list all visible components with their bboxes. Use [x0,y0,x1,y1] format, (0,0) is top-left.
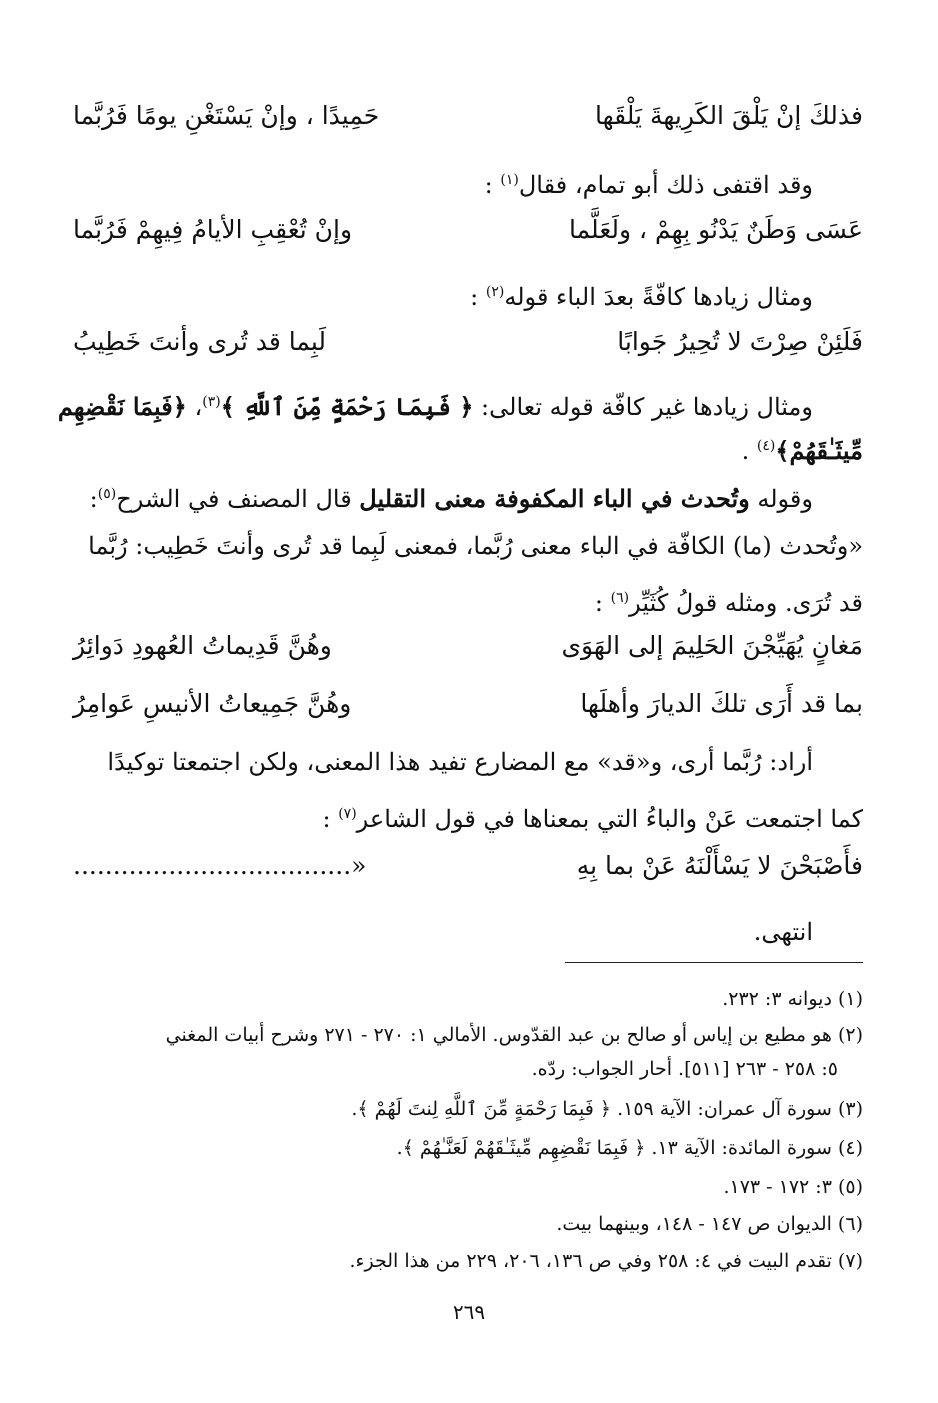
quran-quote: ﴿فَبِمَا نَقْضِهِم [57,392,187,421]
text-line: وقد اقتفى ذلك أبو تمام، فقال$^{(١)}$ : [484,171,813,199]
verse-hemistich-first: مَغانٍ يُهَيِّجْنَ الحَلِيمَ إلى الهَوَى [561,631,863,660]
verse-line [73,684,863,724]
footnote: (٣) سورة آل عمران: الآية ١٥٩. ﴿ فَبِمَا رَحْمَةٍ مِّنَ ٱللَّهِ لِنتَ لَهُمْ ﴾. [351,1098,863,1120]
footnote-marker: (٣) [202,394,221,410]
verse-hemistich-first: فَلَئِنْ صِرْتَ لا تُحِيرُ جَوابًا [617,327,863,356]
text-line: «وتُحدث (ما) الكافّة في الباء معنى رُبَّما، فمعنى لَبِما قد تُرى وأنتَ خَطِيب: رُبَّما [88,532,863,560]
text-line: مِّيثَـٰقَهُمْ﴾$^{(٤)}$ . [741,436,863,465]
text-line: وقوله وتُحدث في الباء المكفوفة معنى التقليل قال المصنف في الشرح$^{(٥)}$: [89,484,813,513]
text-line: ومثال زيادها غير كافّة قوله تعالى: ﴿ فَبِمَا رَحْمَةٍ مِّنَ ٱللَّهِ ﴾$^{(٣)}$، ﴿فَبِمَا نَقْضِهِم [57,392,813,421]
text-line: كما اجتمعت عَنْ والباءُ التي بمعناها في قول الشاعر$^{(٧)}$ : [322,805,863,833]
bold-phrase: وتُحدث في الباء المكفوفة معنى التقليل [359,484,750,513]
verse-hemistich-second: ...................................» [73,851,367,880]
verse-line [73,846,863,886]
text-line: ومثال زيادها كافّةً بعدَ الباء قوله$^{(٢)}$ : [470,283,813,311]
footnote: (١) ديوانه ٣: ٢٣٢. [722,988,863,1010]
verse-hemistich-second: وهُنَّ جَمِيعاتُ الأنيسِ عَوامِرُ [73,689,352,718]
verse-hemistich-second: وهُنَّ قَدِيماتُ العُهودِ دَوائِرُ [73,631,332,660]
verse-line [73,96,863,136]
footnote-marker: (١) [500,172,519,188]
footnote: (٥) ٣: ١٧٢ - ١٧٣. [723,1176,863,1198]
verse-line [73,626,863,666]
verse-hemistich-first: فذلكَ إنْ يَلْقَ الكَرِيهةَ يَلْقَها [594,101,863,130]
verse-hemistich-second: وإنْ تُعْقِبِ الأيامُ فِيهِمْ فَرُبَّما [73,215,353,244]
verse-hemistich-second: لَبِما قد تُرى وأنتَ خَطِيبُ [73,327,326,356]
verse-hemistich-second: حَمِيدًا ، وإنْ يَسْتَغْنِ يومًا فَرُبَّما [73,101,380,130]
footnote-marker: (٤) [756,438,776,454]
footnote-marker: (٢) [485,284,505,300]
footnote-divider [565,962,863,963]
footnote: ٥: ٢٥٨ - ٢٦٣ [٥١١]. أحار الجواب: ردّه. [531,1058,838,1080]
verse-line [73,322,863,362]
footnote-marker: (٥) [97,486,117,502]
text-line: قد تُرَى. ومثله قولُ كُثَيِّر$^{(٦)}$ : [594,589,863,617]
verse-hemistich-first: بما قد أَرَى تلكَ الديارَ وأهلَها [580,689,863,718]
footnote-marker: (٦) [610,590,630,606]
verse-hemistich-first: فأَصْبَحْنَ لا يَسْأَلْنَهُ عَنْ بما بِهِ [576,851,863,880]
verse-hemistich-first: عَسَى وَطَنٌ يَدْنُو بِهِمْ ، ولَعَلَّما [568,215,863,244]
verse-line [73,210,863,250]
text-line: أراد: رُبَّما أرى، و«قد» مع المضارع تفيد هذا المعنى، ولكن اجتمعتا توكيدًا [107,748,813,776]
footnote: (٦) الديوان ص ١٤٧ - ١٤٨، وبينهما بيت. [556,1213,863,1235]
footnote: (٧) تقدم البيت في ٤: ٢٥٨ وفي ص ١٣٦، ٢٠٦، ٢٢٩ من هذا الجزء. [349,1250,863,1272]
quran-quote: مِّيثَـٰقَهُمْ﴾ [775,436,863,465]
quran-quote: ﴿ فَبِمَا رَحْمَةٍ مِّنَ ٱللَّهِ ﴾ [220,392,474,421]
page-number: ٢٦٩ [452,1300,486,1324]
footnote-marker: (٧) [338,806,357,822]
text-line: انتهى. [753,918,813,946]
footnote: (٢) هو مطيع بن إياس أو صالح بن عبد القدّوس. الأمالي ١: ٢٧٠ - ٢٧١ وشرح أبيات المغني [165,1024,863,1046]
footnote: (٤) سورة المائدة: الآية ١٣. ﴿ فَبِمَا نَقْضِهِم مِّيثَـٰقَهُمْ لَعَنَّـٰهُمْ ﴾. [396,1137,863,1159]
